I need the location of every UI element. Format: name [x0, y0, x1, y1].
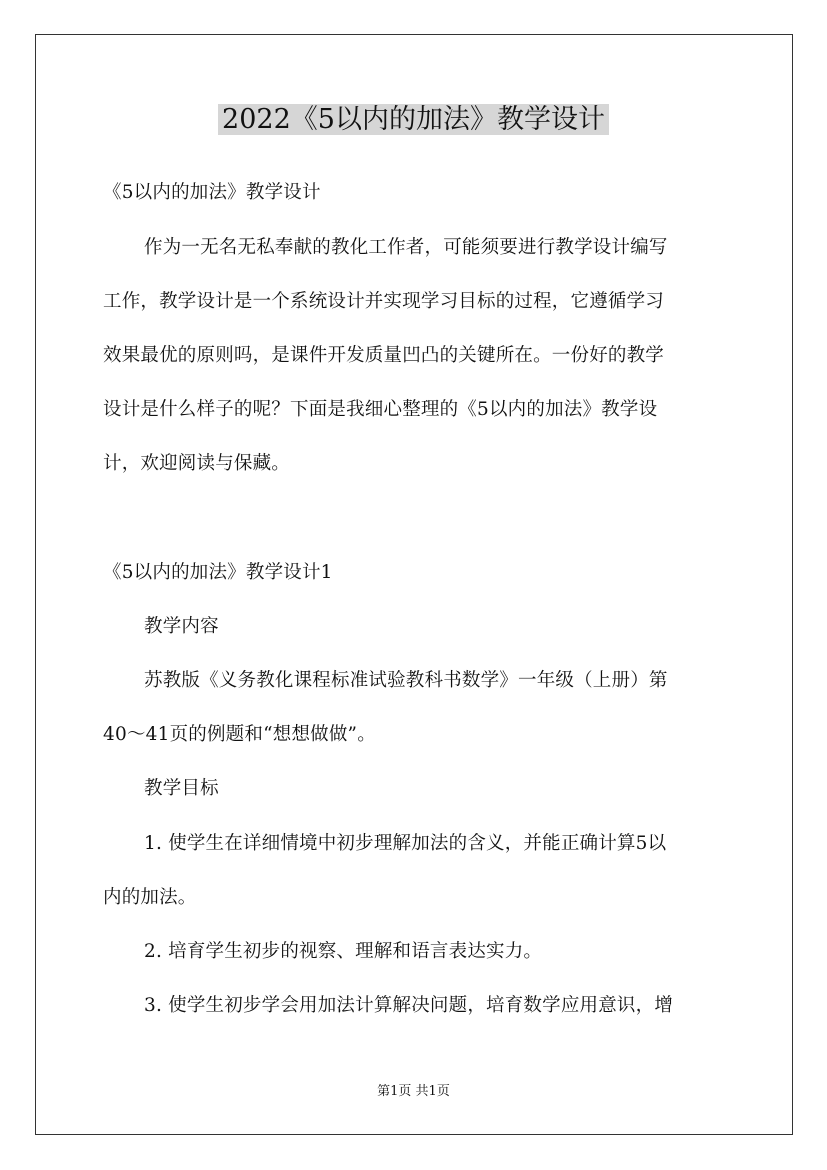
document-title [0, 98, 827, 142]
goal-2-line: 2. 培育学生初步的视察、理解和语言表达实力。 [144, 941, 543, 962]
goal-1-line-2: 内的加法。 [103, 887, 197, 908]
document-title-text: 2022《5以内的加法》教学设计 [218, 104, 609, 135]
intro-line-4: 设计是什么样子的呢？下面是我细心整理的《5以内的加法》教学设 [103, 399, 658, 420]
section-heading: 《5以内的加法》教学设计1 [103, 562, 333, 583]
intro-line-5: 计，欢迎阅读与保藏。 [103, 453, 291, 474]
intro-line-1: 作为一无名无私奉献的教化工作者，可能须要进行教学设计编写 [144, 237, 668, 258]
intro-line-2: 工作，教学设计是一个系统设计并实现学习目标的过程，它遵循学习 [103, 291, 665, 312]
goals-heading: 教学目标 [144, 778, 219, 799]
content-line-1: 苏教版《义务教化课程标准试验教科书数学》一年级（上册）第 [144, 670, 668, 691]
content-heading: 教学内容 [144, 616, 219, 637]
page-footer: 第1页 共1页 [377, 1084, 450, 1099]
subtitle-line: 《5以内的加法》教学设计 [103, 182, 321, 203]
goal-1-line-1: 1. 使学生在详细情境中初步理解加法的含义，并能正确计算5以 [144, 833, 667, 854]
goal-3-line: 3. 使学生初步学会用加法计算解决问题，培育数学应用意识，增 [144, 995, 674, 1016]
content-line-2: 40～41页的例题和“想想做做”。 [103, 724, 376, 745]
intro-line-3: 效果最优的原则吗，是课件开发质量凹凸的关键所在。一份好的教学 [103, 345, 665, 366]
